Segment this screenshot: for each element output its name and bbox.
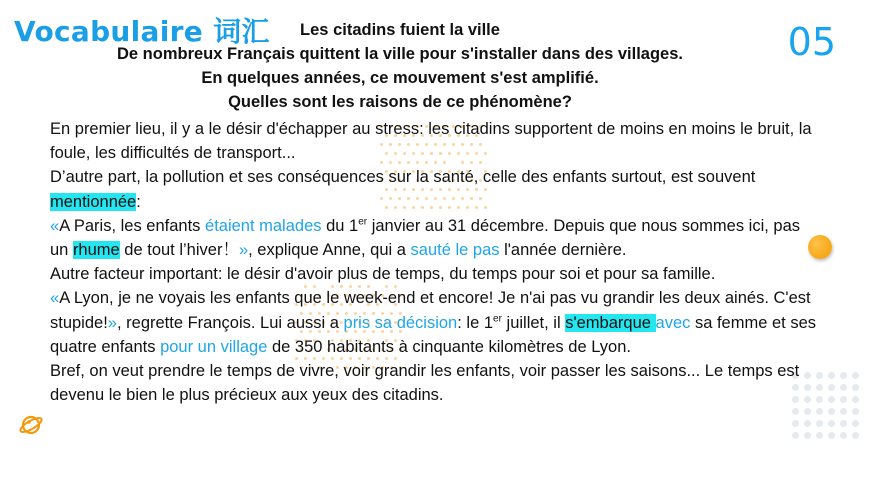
text-segment: : le 1 xyxy=(457,313,494,332)
vocab-term: étaient malades xyxy=(205,216,322,235)
vocab-term: avec xyxy=(655,313,691,332)
text-segment: A Paris, les enfants xyxy=(59,216,206,235)
quote-mark: « xyxy=(50,289,60,308)
paragraph-4: Autre facteur important: le désir d'avoir plus de temps, du temps pour soi et pour sa famille. xyxy=(50,265,716,284)
vocab-term: pris sa décision xyxy=(343,313,458,332)
text-segment: juillet, il xyxy=(501,313,566,332)
vocab-term: sauté le pas xyxy=(410,241,500,260)
text-segment: de tout l’hiver！ xyxy=(119,241,239,260)
orange-circle-icon xyxy=(808,235,832,259)
quote-mark: « xyxy=(50,216,60,235)
text-segment: l'année dernière. xyxy=(499,241,627,260)
text-segment: D’autre part, la pollution et ses conséquences sur la santé, celle des enfants surtout, est souvent xyxy=(50,168,756,187)
paragraph-1: En premier lieu, il y a le désir d'échapper au stress: les citadins supportent de moins en moins le bruit, la foule, les difficultés de transport... xyxy=(50,120,812,163)
heading-line-2: De nombreux Français quittent la ville pour s'installer dans des villages. xyxy=(116,45,683,63)
paragraph-3 xyxy=(50,214,820,262)
paragraph-2 xyxy=(50,165,820,213)
text-segment: , regrette François. Lui aussi a xyxy=(116,313,344,332)
highlighted-word: s'embarque xyxy=(565,313,656,332)
text-segment: du 1 xyxy=(321,216,359,235)
page-title: Vocabulaire 词汇 xyxy=(14,15,270,48)
text-segment: de 350 habitants à cinquante kilomètres de Lyon. xyxy=(267,337,631,356)
text-segment: janvier au 31 décembre. Depuis que nous sommes ici, pas un xyxy=(50,216,801,260)
paragraph-6: Bref, on veut prendre le temps de vivre, voir grandir les enfants, voir passer les saisons... Le temps est devenu le bien le plus précieux aux yeux des citadins. xyxy=(50,362,800,405)
slide-number: 05 xyxy=(787,20,836,64)
highlighted-word: mentionnée xyxy=(50,192,137,211)
heading-title: Les citadins fuient la ville xyxy=(300,21,500,39)
quote-mark: » xyxy=(238,241,249,260)
planet-icon xyxy=(18,412,44,438)
vocab-term: pour un village xyxy=(160,337,268,356)
quote-mark: » xyxy=(107,313,117,332)
paragraph-5 xyxy=(50,286,820,359)
text-segment: sa femme et ses quatre enfants xyxy=(50,313,817,356)
heading-line-4: Quelles sont les raisons de ce phénomène? xyxy=(228,93,572,111)
superscript: er xyxy=(358,216,368,228)
text-segment: A Lyon, je ne voyais les enfants que le week-end et encore! Je n'ai pas vu grandir les deux ainés. C'est stupide! xyxy=(50,289,811,332)
article-body xyxy=(50,117,820,407)
text-segment: , explique Anne, qui a xyxy=(248,241,411,260)
superscript: er xyxy=(493,313,502,325)
heading-line-3: En quelques années, ce mouvement s'est amplifié. xyxy=(201,69,599,87)
text-segment: : xyxy=(136,192,141,211)
highlighted-word: rhume xyxy=(72,241,120,260)
text-heading xyxy=(80,18,720,114)
